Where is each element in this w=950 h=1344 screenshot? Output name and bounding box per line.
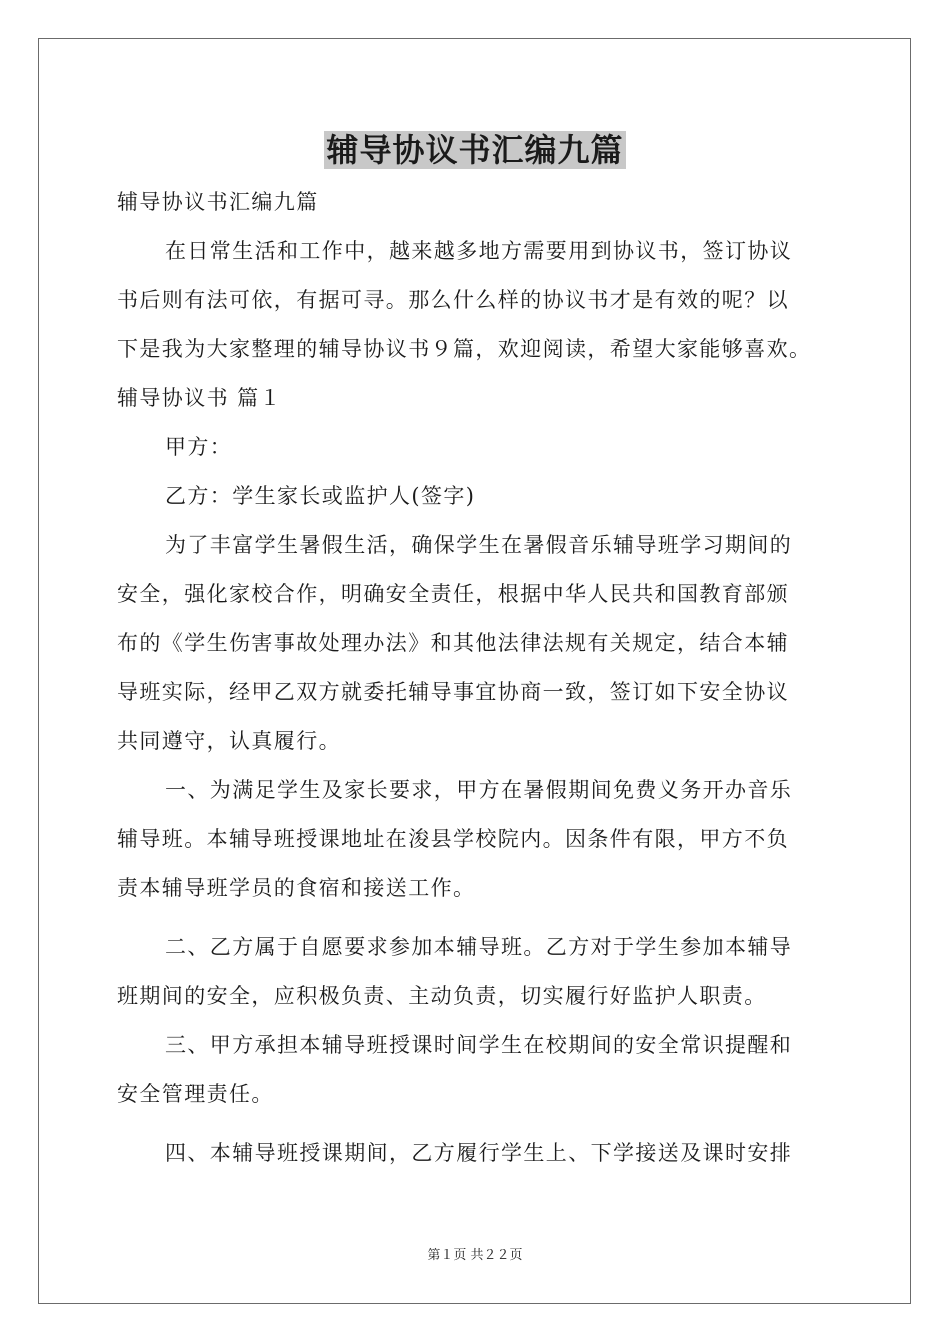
document-title-text: 辅导协议书汇编九篇 [326, 131, 624, 169]
clause-3-line: 三、甲方承担本辅导班授课时间学生在校期间的安全常识提醒和 [165, 1033, 793, 1057]
intro-line: 在日常生活和工作中，越来越多地方需要用到协议书，签订协议 [165, 239, 793, 263]
clause-2-line: 二、乙方属于自愿要求参加本辅导班。乙方对于学生参加本辅导 [165, 935, 793, 959]
clause-1-line: 一、为满足学生及家长要求，甲方在暑假期间免费义务开办音乐 [165, 778, 793, 802]
intro-line: 书后则有法可依，有据可寻。那么什么样的协议书才是有效的呢？以 [117, 288, 789, 312]
clause-1-line: 辅导班。本辅导班授课地址在浚县学校院内。因条件有限，甲方不负 [117, 827, 789, 851]
clause-3-line: 安全管理责任。 [117, 1082, 274, 1106]
paragraph-gap [117, 1119, 842, 1129]
document-title [0, 128, 950, 172]
clause-4-line: 四、本辅导班授课期间，乙方履行学生上、下学接送及课时安排 [165, 1141, 793, 1165]
party-b-line: 乙方：学生家长或监护人(签字) [165, 484, 476, 508]
document-body [117, 178, 842, 1178]
clause-1-line: 责本辅导班学员的食宿和接送工作。 [117, 876, 476, 900]
intro-line: 下是我为大家整理的辅导协议书９篇，欢迎阅读，希望大家能够喜欢。 [117, 337, 812, 361]
clause-2-line: 班期间的安全，应积极负责、主动负责，切实履行好监护人职责。 [117, 984, 767, 1008]
purpose-paragraph-line: 导班实际，经甲乙双方就委托辅导事宜协商一致，签订如下安全协议 [117, 680, 789, 704]
purpose-paragraph-line: 安全，强化家校合作，明确安全责任，根据中华人民共和国教育部颁 [117, 582, 789, 606]
section-heading: 辅导协议书 篇１ [117, 386, 282, 410]
document-subtitle: 辅导协议书汇编九篇 [117, 190, 319, 214]
party-a-line: 甲方： [165, 435, 233, 459]
purpose-paragraph-line: 共同遵守，认真履行。 [117, 729, 341, 753]
paragraph-gap [117, 913, 842, 923]
purpose-paragraph-line: 为了丰富学生暑假生活，确保学生在暑假音乐辅导班学习期间的 [165, 533, 793, 557]
purpose-paragraph-line: 布的《学生伤害事故处理办法》和其他法律法规有关规定，结合本辅 [117, 631, 789, 655]
page-number-footer: 第１页 共２２页 [427, 1248, 523, 1263]
